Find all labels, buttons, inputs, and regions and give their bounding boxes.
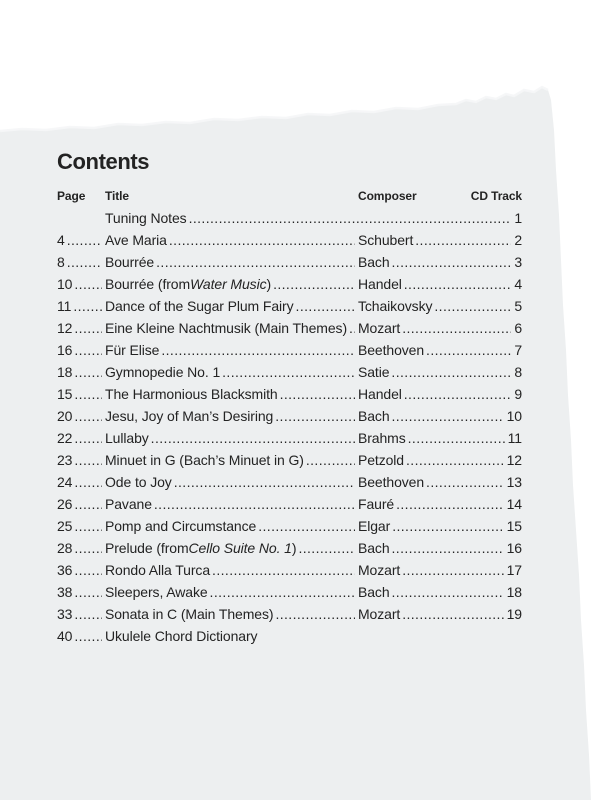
- composer-cell: [358, 603, 507, 625]
- row-page-number: 15: [57, 386, 73, 402]
- row-page-cell: [57, 559, 105, 581]
- row-page-cell: [57, 581, 105, 603]
- toc-row: [57, 603, 522, 625]
- row-title-cell: [105, 515, 358, 537]
- row-page-cell: [57, 207, 105, 229]
- composer-cell: [358, 361, 514, 383]
- row-track: 18: [506, 584, 522, 600]
- row-track: 4: [514, 276, 522, 292]
- row-composer: Brahms: [358, 430, 406, 446]
- row-title-cell: [105, 581, 358, 603]
- row-track: 2: [514, 232, 522, 248]
- row-title-cell: [105, 361, 358, 383]
- row-page-number: 18: [57, 364, 73, 380]
- composer-cell: [358, 295, 514, 317]
- row-title-prefix: Minuet in G (Bach’s Minuet in G): [105, 452, 304, 468]
- title-leader: [349, 317, 355, 339]
- row-composer: Handel: [358, 386, 402, 402]
- row-page-number: 12: [57, 320, 73, 336]
- row-page-cell: [57, 515, 105, 537]
- row-title-cell: [105, 427, 358, 449]
- page-leader: [74, 515, 102, 537]
- composer-cell: [358, 317, 514, 339]
- row-page-cell: [57, 471, 105, 493]
- toc-header: [57, 189, 522, 203]
- row-title-cell: [105, 625, 522, 647]
- row-page-number: 20: [57, 408, 73, 424]
- page-leader: [74, 559, 102, 581]
- page-leader: [67, 251, 102, 273]
- page-leader: [74, 471, 102, 493]
- title-leader: [273, 273, 355, 295]
- row-title-prefix: Sleepers, Awake: [105, 584, 208, 600]
- toc-header-page: Page: [57, 189, 86, 203]
- page-leader: [74, 405, 102, 427]
- composer-leader: [391, 361, 511, 383]
- composer-leader: [392, 515, 503, 537]
- row-track: 1: [514, 210, 522, 226]
- row-title-prefix: Ave Maria: [105, 232, 167, 248]
- composer-leader: [408, 427, 505, 449]
- composer-leader: [426, 339, 511, 361]
- toc-row: [57, 229, 522, 251]
- page-leader: [74, 625, 102, 647]
- row-page-number: 36: [57, 562, 73, 578]
- row-composer: Mozart: [358, 606, 401, 622]
- row-title-suffix: ): [291, 540, 297, 556]
- row-page-cell: [57, 317, 105, 339]
- row-composer: Bach: [358, 584, 390, 600]
- toc-row: [57, 383, 522, 405]
- page-leader: [74, 339, 102, 361]
- toc-row: [57, 625, 522, 647]
- row-page-cell: [57, 405, 105, 427]
- row-title-cell: [105, 317, 358, 339]
- row-page-number: 4: [57, 232, 65, 248]
- composer-leader: [404, 273, 512, 295]
- row-track: 16: [506, 540, 522, 556]
- composer-leader: [404, 383, 512, 405]
- row-page-number: 8: [57, 254, 65, 270]
- title-leader: [154, 493, 355, 515]
- toc-row: [57, 251, 522, 273]
- row-composer: Satie: [358, 364, 390, 380]
- toc-row: [57, 581, 522, 603]
- row-page-cell: [57, 339, 105, 361]
- row-title-cell: [105, 559, 358, 581]
- composer-leader: [396, 493, 504, 515]
- toc-page: [57, 150, 522, 647]
- row-title-prefix: Lullaby: [105, 430, 149, 446]
- composer-leader: [402, 317, 511, 339]
- composer-leader: [392, 537, 504, 559]
- toc-row: [57, 273, 522, 295]
- page-leader: [74, 603, 102, 625]
- composer-leader: [406, 449, 504, 471]
- page-leader: [74, 537, 102, 559]
- row-track: 11: [507, 430, 522, 446]
- toc-header-track: CD Track: [470, 189, 522, 203]
- row-page-number: 40: [57, 628, 73, 644]
- composer-leader: [392, 581, 504, 603]
- row-title-prefix: Bourrée: [105, 254, 155, 270]
- toc-row: [57, 471, 522, 493]
- row-title-suffix: ): [266, 276, 272, 292]
- row-track: 10: [506, 408, 522, 424]
- row-page-number: 10: [57, 276, 73, 292]
- row-page-cell: [57, 251, 105, 273]
- composer-leader: [402, 559, 503, 581]
- toc-row: [57, 515, 522, 537]
- row-title-cell: [105, 493, 358, 515]
- title-leader: [275, 603, 355, 625]
- title-leader: [156, 251, 355, 273]
- row-page-cell: [57, 603, 105, 625]
- row-page-cell: [57, 229, 105, 251]
- row-title-cell: [105, 471, 358, 493]
- toc-row: [57, 207, 522, 229]
- row-title-italic: Cello Suite No. 1: [188, 540, 292, 556]
- row-title-prefix: Pavane: [105, 496, 152, 512]
- row-title-cell: [105, 251, 358, 273]
- row-track: 14: [506, 496, 522, 512]
- row-composer: Bach: [358, 254, 390, 270]
- composer-leader: [415, 229, 511, 251]
- composer-leader: [402, 603, 503, 625]
- row-title-cell: [105, 339, 358, 361]
- row-page-cell: [57, 383, 105, 405]
- composer-leader: [426, 471, 504, 493]
- toc-row: [57, 317, 522, 339]
- row-composer: Mozart: [358, 562, 401, 578]
- row-page-cell: [57, 449, 105, 471]
- toc-row: [57, 427, 522, 449]
- row-title-cell: [105, 449, 358, 471]
- title-leader: [174, 471, 355, 493]
- title-leader: [161, 339, 355, 361]
- row-page-number: 22: [57, 430, 73, 446]
- composer-leader: [392, 251, 512, 273]
- page-leader: [74, 449, 102, 471]
- page-leader: [74, 383, 102, 405]
- composer-cell: [358, 515, 507, 537]
- row-title-cell: [105, 295, 358, 317]
- row-composer: Elgar: [358, 518, 391, 534]
- row-title-cell: [105, 383, 358, 405]
- row-page-number: 28: [57, 540, 73, 556]
- composer-cell: [358, 251, 514, 273]
- page-leader: [74, 493, 102, 515]
- row-page-number: 16: [57, 342, 73, 358]
- row-track: 9: [514, 386, 522, 402]
- row-track: 17: [506, 562, 522, 578]
- row-title-cell: [105, 405, 358, 427]
- row-composer: Petzold: [358, 452, 404, 468]
- toc-row: [57, 449, 522, 471]
- row-page-cell: [57, 295, 105, 317]
- title-leader: [210, 581, 355, 603]
- page-leader: [74, 581, 102, 603]
- row-title-prefix: The Harmonious Blacksmith: [105, 386, 278, 402]
- row-page-cell: [57, 493, 105, 515]
- toc-header-title: Title: [105, 189, 129, 203]
- title-leader: [275, 405, 355, 427]
- title-leader: [306, 449, 355, 471]
- composer-cell: [358, 229, 514, 251]
- composer-cell: [358, 471, 507, 493]
- row-track: 3: [514, 254, 522, 270]
- row-title-prefix: Ukulele Chord Dictionary: [105, 628, 258, 644]
- row-track: 15: [506, 518, 522, 534]
- row-composer: Beethoven: [358, 474, 425, 490]
- row-composer: Mozart: [358, 320, 401, 336]
- composer-cell: [358, 273, 514, 295]
- row-title-prefix: Für Elise: [105, 342, 160, 358]
- row-title-cell: [105, 537, 358, 559]
- title-leader: [212, 559, 355, 581]
- row-title-prefix: Prelude (from: [105, 540, 189, 556]
- page-leader: [73, 295, 102, 317]
- row-title-cell: [105, 229, 358, 251]
- row-title-italic: Water Music: [190, 276, 267, 292]
- row-composer: Beethoven: [358, 342, 425, 358]
- page-leader: [74, 427, 102, 449]
- title-leader: [298, 537, 355, 559]
- row-page-cell: [57, 361, 105, 383]
- row-title-prefix: Pomp and Circumstance: [105, 518, 257, 534]
- row-title-cell: [105, 207, 514, 229]
- title-leader: [222, 361, 355, 383]
- row-title-prefix: Ode to Joy: [105, 474, 172, 490]
- row-composer: Bach: [358, 408, 390, 424]
- row-title-prefix: Eine Kleine Nachtmusik (Main Themes): [105, 320, 348, 336]
- title-leader: [258, 515, 355, 537]
- composer-cell: [358, 493, 507, 515]
- row-page-number: 24: [57, 474, 73, 490]
- page-leader: [67, 229, 102, 251]
- row-composer: Tchaikovsky: [358, 298, 433, 314]
- title-leader: [189, 207, 512, 229]
- page-title: Contents: [57, 149, 150, 174]
- row-track: 6: [514, 320, 522, 336]
- row-title-prefix: Rondo Alla Turca: [105, 562, 211, 578]
- page-leader: [74, 317, 102, 339]
- toc-row: [57, 537, 522, 559]
- row-page-cell: [57, 427, 105, 449]
- composer-cell: [358, 537, 507, 559]
- row-page-cell: [57, 625, 105, 647]
- row-title-prefix: Dance of the Sugar Plum Fairy: [105, 298, 294, 314]
- row-page-cell: [57, 273, 105, 295]
- row-page-cell: [57, 537, 105, 559]
- row-track: 7: [514, 342, 522, 358]
- toc-row: [57, 339, 522, 361]
- row-title-prefix: Bourrée (from: [105, 276, 191, 292]
- title-leader: [280, 383, 355, 405]
- row-track: 8: [514, 364, 522, 380]
- row-title-prefix: Tuning Notes: [105, 210, 187, 226]
- toc-header-composer: Composer: [358, 189, 417, 203]
- toc-row: [57, 493, 522, 515]
- row-track: 19: [506, 606, 522, 622]
- toc-row: [57, 361, 522, 383]
- composer-cell: [358, 559, 507, 581]
- title-leader: [169, 229, 355, 251]
- row-page-number: 11: [57, 298, 72, 314]
- toc-row: [57, 405, 522, 427]
- row-composer: Bach: [358, 540, 390, 556]
- toc-rows: [57, 207, 522, 647]
- row-track: 5: [514, 298, 522, 314]
- row-page-number: 25: [57, 518, 73, 534]
- page-leader: [74, 361, 102, 383]
- composer-cell: [358, 449, 507, 471]
- row-page-number: 33: [57, 606, 73, 622]
- row-title-prefix: Sonata in C (Main Themes): [105, 606, 274, 622]
- row-title-prefix: Gymnopedie No. 1: [105, 364, 221, 380]
- composer-cell: [358, 405, 507, 427]
- row-page-number: 38: [57, 584, 73, 600]
- row-composer: Handel: [358, 276, 402, 292]
- toc-row: [57, 295, 522, 317]
- row-page-number: 23: [57, 452, 73, 468]
- composer-cell: [358, 427, 508, 449]
- toc-row: [57, 559, 522, 581]
- row-title-cell: [105, 603, 358, 625]
- composer-leader: [392, 405, 504, 427]
- row-title-prefix: Jesu, Joy of Man’s Desiring: [105, 408, 274, 424]
- row-composer: Schubert: [358, 232, 414, 248]
- row-composer: Fauré: [358, 496, 395, 512]
- page-leader: [74, 273, 102, 295]
- row-title-cell: [105, 273, 358, 295]
- composer-cell: [358, 383, 514, 405]
- composer-cell: [358, 339, 514, 361]
- row-track: 13: [506, 474, 522, 490]
- row-page-number: 26: [57, 496, 73, 512]
- composer-cell: [358, 581, 507, 603]
- title-leader: [296, 295, 355, 317]
- composer-leader: [434, 295, 511, 317]
- title-leader: [151, 427, 355, 449]
- row-track: 12: [506, 452, 522, 468]
